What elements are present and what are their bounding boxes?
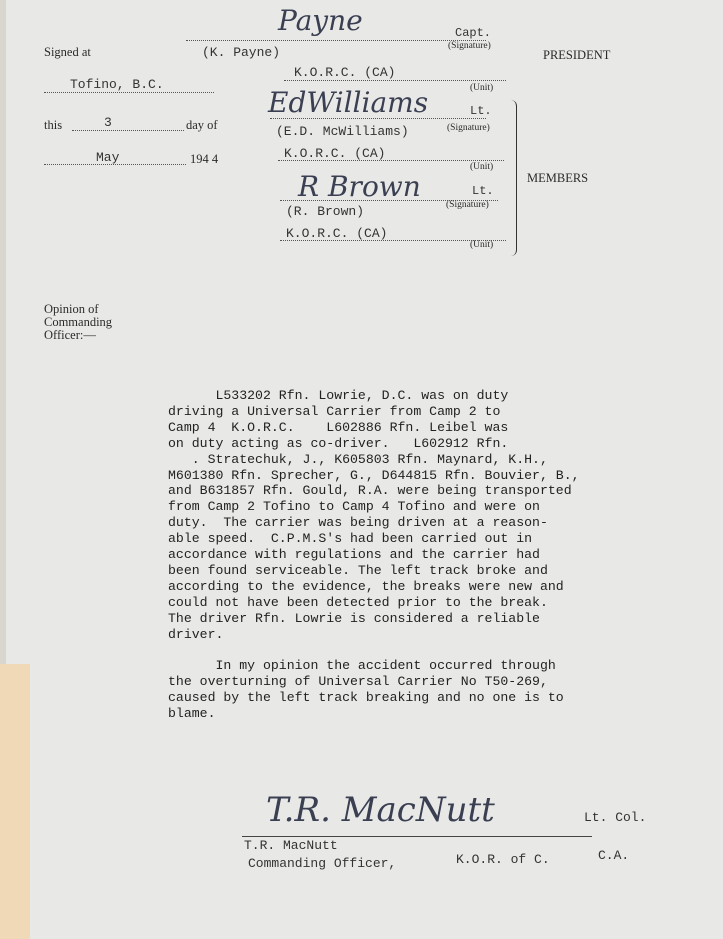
member1-rank: Lt.: [470, 104, 492, 118]
president-unit-line: [284, 80, 506, 81]
month-value: May: [96, 150, 120, 165]
opinion-heading-line1: Opinion of: [44, 302, 99, 316]
signed-at-location: Tofino, B.C.: [70, 77, 164, 92]
this-label: this: [44, 118, 63, 132]
co-country: C.A.: [598, 848, 630, 863]
co-rank: Lt. Col.: [584, 810, 647, 825]
member1-signature: EdWilliams: [268, 86, 429, 119]
president-sig-line: [186, 40, 486, 41]
opinion-body: [168, 388, 668, 722]
day-of-label: day of: [186, 118, 218, 132]
member2-rank: Lt.: [472, 184, 494, 198]
member1-sig-line: [270, 118, 486, 119]
members-brace: [508, 100, 517, 256]
signed-at-label: Signed at: [44, 45, 91, 59]
opinion-heading-line2: Commanding: [44, 315, 113, 329]
day-line: [72, 130, 184, 131]
member1-signature-caption: (Signature): [447, 123, 490, 133]
member1-name: (E.D. McWilliams): [276, 124, 409, 139]
member2-signature-caption: (Signature): [446, 200, 489, 210]
member1-unit: K.O.R.C. (CA): [284, 146, 386, 161]
member2-signature: R Brown: [298, 170, 421, 203]
co-sig-line: [242, 836, 592, 837]
president-rank: Capt.: [455, 26, 492, 40]
day-value: 3: [104, 115, 112, 130]
opinion-paragraph-2: In my opinion the accident occurred through the overturning of Universal Carrier No T50-269, caused by the left track breaking and no one is to blame.: [168, 658, 564, 722]
president-unit-caption: (Unit): [470, 83, 494, 93]
year-value: 194 4: [190, 152, 219, 166]
member1-unit-caption: (Unit): [470, 162, 494, 172]
members-label: MEMBERS: [527, 171, 589, 185]
member2-name: (R. Brown): [286, 204, 365, 219]
president-label: PRESIDENT: [543, 48, 611, 62]
co-name: T.R. MacNutt: [244, 838, 338, 853]
president-name: (K. Payne): [202, 45, 281, 60]
location-line: [44, 92, 214, 93]
co-signature: T.R. MacNutt: [266, 790, 495, 830]
president-signature: Payne: [278, 4, 363, 37]
president-unit: K.O.R.C. (CA): [294, 65, 396, 80]
paper-tab: [0, 664, 30, 939]
opinion-heading: [44, 303, 112, 342]
co-title: Commanding Officer,: [248, 856, 397, 871]
opinion-paragraph-1: L533202 Rfn. Lowrie, D.C. was on duty driving a Universal Carrier from Camp 2 to Camp 4 K.O.R.C. L602886 Rfn. Leibel was on duty acting as co-driver. L602912 Rfn. . Stratechuk, J., K605803 Rfn. Maynard, K.H., M601380 Rfn. Sprecher, G., D644815 Rfn. Bouvier, B., and B631857 Rfn. Gould, R.A. were being transported from Camp 2 Tofino to Camp 4 Tofino and were on duty. The carrier was being driven at a reason- able speed. C.P.M.S's had been carried out in accordance with regulations and the carrier had been found serviceable. The left track broke and according to the evidence, the breaks were new and could not have been detected prior to the break. The driver Rfn. Lowrie is considered a reliable driver.: [168, 388, 580, 642]
co-unit: K.O.R. of C.: [456, 852, 550, 867]
member1-unit-line: [278, 160, 504, 161]
president-signature-caption: (Signature): [448, 41, 491, 51]
member2-unit: K.O.R.C. (CA): [286, 226, 388, 241]
opinion-heading-line3: Officer:—: [44, 328, 96, 342]
member2-unit-caption: (Unit): [470, 240, 494, 250]
